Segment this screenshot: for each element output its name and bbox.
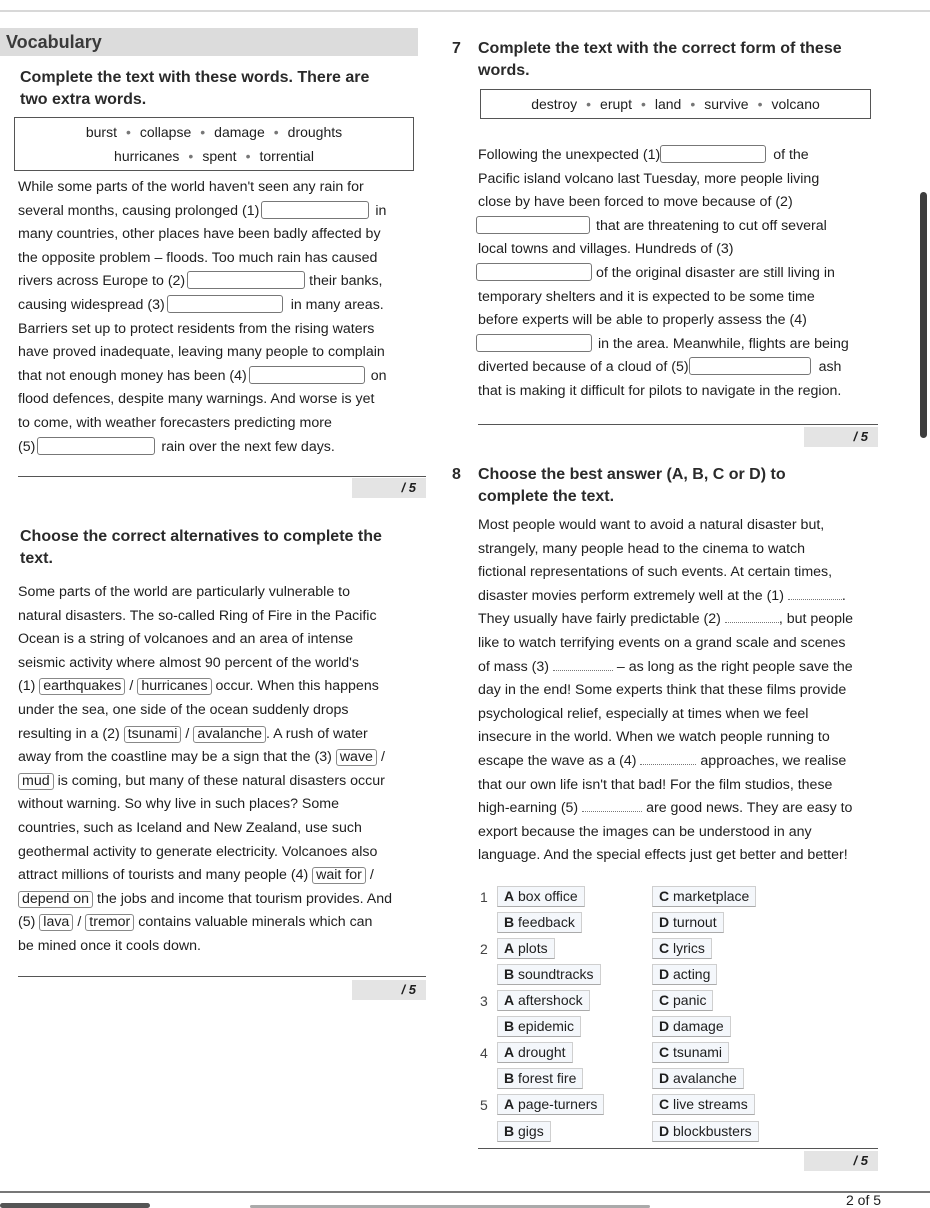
choice-1a[interactable]: earthquakes [39, 678, 125, 695]
option-1-c[interactable]: C marketplace [652, 886, 756, 907]
word-land: land [654, 96, 682, 112]
option-number-3: 3 [480, 993, 488, 1009]
ex7-blank-2[interactable] [476, 216, 590, 234]
word-erupt: erupt [600, 96, 632, 112]
exercise-9-instruction: Choose the correct alternatives to complete the text. [20, 528, 382, 567]
option-3-b[interactable]: B epidemic [497, 1016, 581, 1037]
ex7-blank-1[interactable] [660, 145, 766, 163]
page-number: 2 of 5 [846, 1192, 882, 1208]
exercise-9-score: / 5 [352, 980, 426, 1000]
vertical-scrollbar[interactable] [920, 192, 927, 438]
exercise-8-score: / 5 [804, 1151, 878, 1171]
ex8-gap-1[interactable] [788, 588, 842, 600]
exercise-7-instruction: Complete the text with the correct form of these words. [478, 40, 842, 79]
word-torrential: torrential [259, 148, 314, 164]
option-5-c[interactable]: C live streams [652, 1094, 755, 1115]
option-2-c[interactable]: C lyrics [652, 938, 712, 959]
exercise-9-text: Some parts of the world are particularly vulnerable to natural disasters. The so-called Ring of Fire in the Pacific Ocean is a string of volcanoes and an area of intense seismic activity where almost 90 percent of the world's (1) earthquakes / hurricanes occur. When this happens under the sea, one side of the ocean suddenly drops resulting in a (2) tsunami / avalanche . A rush of water away from the coastline may be a sign that the (3) wave / mud is coming, but many of these natural disasters occur without warning. So why live in such places? Some countries, such as Iceland and New Zealand, use such geothermal activity to generate electricity. Volcanoes also attract millions of tourists and many people (4) wait for / depend on the jobs and income that tourism provides. And (5) lava / tremor contains valuable minerals which can be mined once it cools down. [18, 584, 392, 954]
footer-logo-mark [0, 1203, 150, 1208]
option-number-5: 5 [480, 1097, 488, 1113]
choice-3b[interactable]: mud [18, 773, 54, 790]
exercise-6-word-box: burst • collapse • damage • droughts hurricanes • spent • torrential [14, 117, 414, 171]
option-5-b[interactable]: B gigs [497, 1121, 551, 1142]
ex8-gap-5[interactable] [582, 800, 642, 812]
option-2-b[interactable]: B soundtracks [497, 964, 601, 985]
option-5-d[interactable]: D blockbusters [652, 1121, 759, 1142]
choice-4a[interactable]: wait for [312, 867, 366, 884]
choice-5a[interactable]: lava [39, 914, 73, 931]
exercise-6-instruction: Complete the text with these words. There are two extra words. [20, 69, 370, 108]
exercise-7-number: 7 [452, 40, 461, 57]
choice-5b[interactable]: tremor [85, 914, 134, 931]
choice-2b[interactable]: avalanche [193, 726, 266, 743]
option-1-b[interactable]: B feedback [497, 912, 582, 933]
word-destroy: destroy [531, 96, 578, 112]
exercise-8-instruction: Choose the best answer (A, B, C or D) to complete the text. [478, 466, 786, 505]
answer-blank-5[interactable] [37, 437, 155, 455]
option-number-1: 1 [480, 889, 488, 905]
option-3-c[interactable]: C panic [652, 990, 713, 1011]
ex7-blank-3[interactable] [476, 263, 592, 281]
option-number-4: 4 [480, 1045, 488, 1061]
answer-blank-1[interactable] [261, 201, 369, 219]
choice-2a[interactable]: tsunami [124, 726, 182, 743]
option-number-2: 2 [480, 941, 488, 957]
exercise-6-text: While some parts of the world haven't seen any rain for several months, causing prolonged (1) in many countries, other places have been badly affected by the opposite problem – floods. Too much rain has caused rivers across Europe to (2) their banks, causing widespread (3) in many areas. Barriers set up to protect residents from the rising waters have proved inadequate, leaving many people to complain that not enough money has been (4) on flood defences, despite many warnings. And worse is yet to come, with weather forecasters predicting more (5) rain over the next few days. [18, 179, 387, 455]
option-1-a[interactable]: A box office [497, 886, 585, 907]
exercise-8-rule [478, 1148, 878, 1149]
exercise-8-number: 8 [452, 466, 461, 483]
exercise-7-text: Following the unexpected (1) of the Pacific island volcano last Tuesday, more people living close by have been forced to move because of (2) that are threatening to cut off several local towns and villages. Hundreds of (3) of the original disaster are still living in temporary shelters and it is expected to be some time before experts will be able to properly assess the (4) in the area. Meanwhile, flights are being diverted because of a cloud of (5) ash that is making it difficult for pilots to navigate in the region. [478, 147, 849, 399]
word-hurricanes: hurricanes [114, 148, 180, 164]
ex8-gap-4[interactable] [640, 753, 696, 765]
ex7-blank-5[interactable] [689, 357, 811, 375]
option-3-a[interactable]: A aftershock [497, 990, 590, 1011]
option-2-d[interactable]: D acting [652, 964, 717, 985]
exercise-7-word-box: destroy • erupt • land • survive • volcano [480, 89, 871, 119]
ex8-gap-3[interactable] [553, 659, 613, 671]
exercise-7-score: / 5 [804, 427, 878, 447]
option-4-d[interactable]: D avalanche [652, 1068, 744, 1089]
answer-blank-4[interactable] [249, 366, 365, 384]
choice-3a[interactable]: wave [336, 749, 377, 766]
exercise-8-text: Most people would want to avoid a natural disaster but, strangely, many people head to the cinema to watch fictional representations of such events. At certain times, disaster movies perform extremely well at the (1) . They usually have fairly predictable (2) , but people like to watch terrifying events on a grand scale and scenes of mass (3) – as long as the right people save the day in the end! Some experts think that these films provide psychological relief, especially at times when we feel insecure in the world. When we watch people running to escape the wave as a (4) approaches, we realise that our own life isn't that bad! For the film studios, these high-earning (5) are good news. They are easy to export because the images can be understood in any language. And the special effects just get better and better! [478, 517, 853, 864]
option-3-d[interactable]: D damage [652, 1016, 731, 1037]
option-4-a[interactable]: A drought [497, 1042, 573, 1063]
ex7-blank-4[interactable] [476, 334, 592, 352]
word-damage: damage [214, 124, 265, 140]
choice-4b[interactable]: depend on [18, 891, 93, 908]
top-rule [0, 10, 930, 12]
option-4-c[interactable]: C tsunami [652, 1042, 729, 1063]
answer-blank-2[interactable] [187, 271, 305, 289]
exercise-6-score: / 5 [352, 478, 426, 498]
section-title: Vocabulary [6, 32, 102, 52]
exercise-9-rule [18, 976, 426, 977]
word-burst: burst [85, 124, 117, 140]
option-4-b[interactable]: B forest fire [497, 1068, 583, 1089]
word-droughts: droughts [287, 124, 343, 140]
answer-blank-3[interactable] [167, 295, 283, 313]
word-volcano: volcano [771, 96, 820, 112]
option-2-a[interactable]: A plots [497, 938, 555, 959]
choice-1b[interactable]: hurricanes [137, 678, 211, 695]
ex8-gap-2[interactable] [725, 611, 779, 623]
footer-rule [0, 1191, 930, 1193]
option-5-a[interactable]: A page-turners [497, 1094, 604, 1115]
word-collapse: collapse [139, 124, 192, 140]
word-survive: survive [704, 96, 749, 112]
word-spent: spent [202, 148, 237, 164]
exercise-6-rule [18, 476, 426, 477]
exercise-7-rule [478, 424, 878, 425]
option-1-d[interactable]: D turnout [652, 912, 724, 933]
